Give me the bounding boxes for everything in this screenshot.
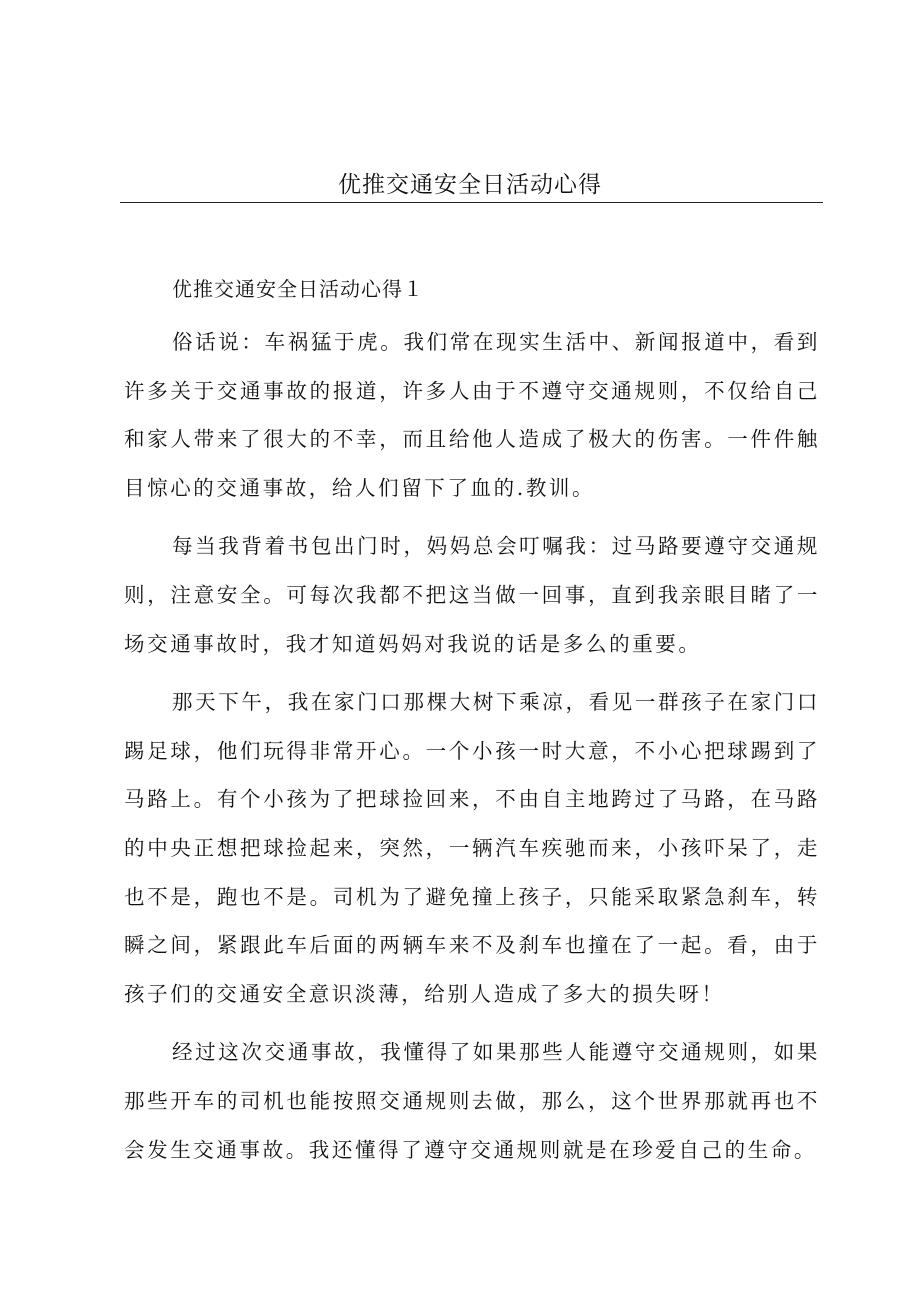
paragraph-2: 每当我背着书包出门时，妈妈总会叮嘱我：过马路要遵守交通规则，注意安全。可每次我都不把这当做一回事，直到我亲眼目睹了一场交通事故时，我才知道妈妈对我说的话是多么的重要。 [124, 534, 820, 656]
paragraph-3: 那天下午，我在家门口那棵大树下乘凉，看见一群孩子在家门口踢足球，他们玩得非常开心。一个小孩一时大意，不小心把球踢到了马路上。有个小孩为了把球捡回来，不由自主地跨过了马路，在马路的中央正想把球捡起来，突然，一辆汽车疾驰而来，小孩吓呆了，走也不是，跑也不是。司机为了避免撞上孩子，只能采取紧急刹车，转瞬之间，紧跟此车后面的两辆车来不及刹车也撞在了一起。看，由于孩子们的交通安全意识淡薄，给别人造成了多大的损失呀！ [124, 690, 820, 1006]
paragraph-4: 经过这次交通事故，我懂得了如果那些人能遵守交通规则，如果那些开车的司机也能按照交通规则去做，那么，这个世界那就再也不会发生交通事故。我还懂得了遵守交通规则就是在珍爱自己的生命。 [124, 1040, 820, 1162]
section-subtitle: 优推交通安全日活动心得１ [172, 277, 424, 301]
document-body [124, 270, 820, 1174]
title-underline [120, 202, 823, 203]
document-title: 优推交通安全日活动心得 [338, 172, 602, 198]
paragraph-1: 俗话说：车祸猛于虎。我们常在现实生活中、新闻报道中，看到许多关于交通事故的报道，许多人由于不遵守交通规则，不仅给自己和家人带来了很大的不幸，而且给他人造成了极大的伤害。一件件触目惊心的交通事故，给人们留下了血的.教训。 [124, 330, 820, 500]
